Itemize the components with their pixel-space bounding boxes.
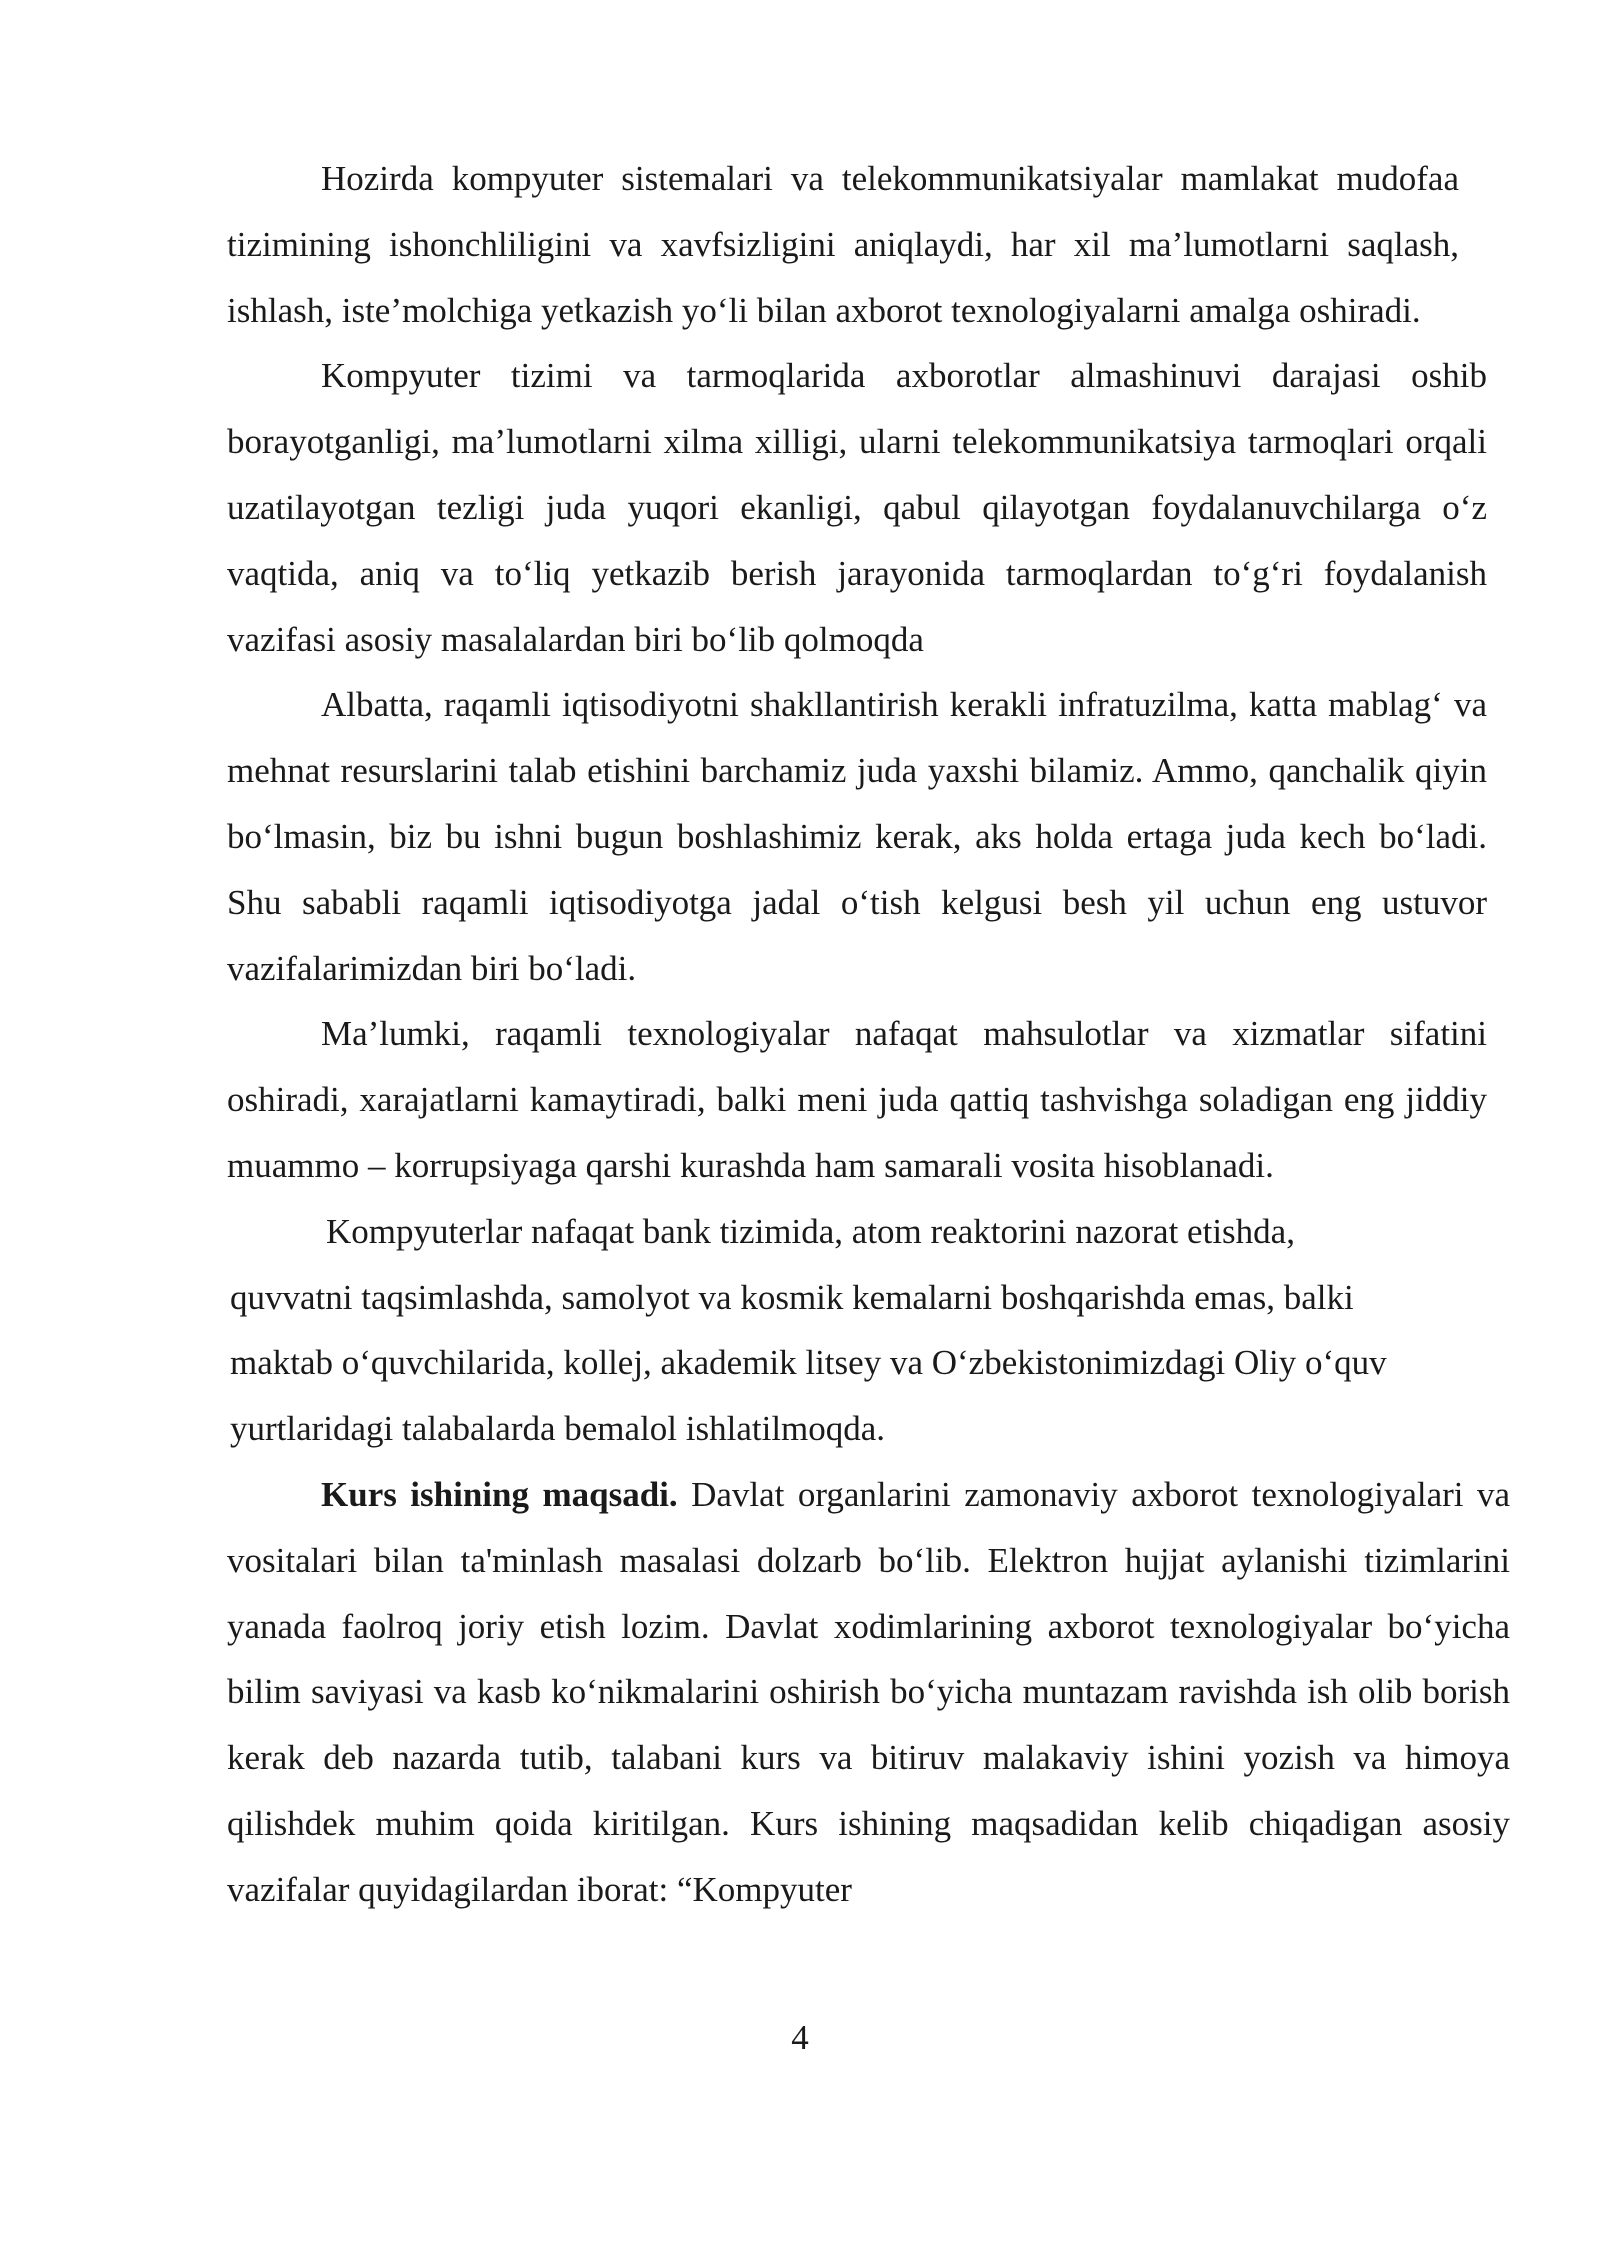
paragraph-6 (227, 1462, 1510, 1923)
paragraph-3: Albatta, raqamli iqtisodiyotni shakllantirish kerakli infratuzilma, katta mablag‘ va mehnat resurslarini talab etishini barchamiz juda yaxshi bilamiz. Ammo, qanchalik qiyin bo‘lmasin, biz bu ishni bugun boshlashimiz kerak, aks holda ertaga juda kech bo‘ladi. Shu sababli raqamli iqtisodiyotga jadal o‘tish kelgusi besh yil uchun eng ustuvor vazifalarimizdan biri bo‘ladi. (227, 685, 1487, 988)
paragraph-5: Kompyuterlar nafaqat bank tizimida, atom reaktorini nazorat etishda, quvvatni taqsimlashda, samolyot va kosmik kemalarni boshqarishda emas, balki maktab o‘quvchilarida, kollej, akademik litsey va O‘zbekistonimizdagi Oliy o‘quv yurtlaridagi talabalarda bemalol ishlatilmoqda. (230, 1211, 1387, 1449)
paragraph-2: Kompyuter tizimi va tarmoqlarida axborotlar almashinuvi darajasi oshib borayotganligi, ma’lumotlarni xilma xilligi, ularni telekommunikatsiya tarmoqlari orqali uzatilayotgan tezligi juda yuqori ekanligi, qabul qilayotgan foydalanuvchilarga o‘z vaqtida, aniq va to‘liq yetkazib berish jarayonida tarmoqlardan to‘g‘ri foydalanish vazifasi asosiy masalalardan biri bo‘lib qolmoqda (227, 356, 1487, 659)
section-heading-inline: Kurs ishining maqsadi. (321, 1474, 678, 1514)
page-number: 4 (791, 2018, 809, 2057)
document-body (227, 146, 1510, 1923)
paragraph-6-text: Davlat organlarini zamonaviy axborot texnologiyalari va vositalari bilan ta'minlash masalasi dolzarb bo‘lib. Elektron hujjat aylanishi tizimlarini yanada faolroq joriy etish lozim. Davlat xodimlarining axborot texnologiyalar bo‘yicha bilim saviyasi va kasb ko‘nikmalarini oshirish bo‘yicha muntazam ravishda ish olib borish kerak deb nazarda tutib, talabani kurs va bitiruv malakaviy ishini yozish va himoya qilishdek muhim qoida kiritilgan. Kurs ishining maqsadidan kelib chiqadigan asosiy vazifalar quyidagilardan iborat: “Kompyuter (227, 1474, 1510, 1909)
paragraph-4: Ma’lumki, raqamli texnologiyalar nafaqat mahsulotlar va xizmatlar sifatini oshiradi, xarajatlarni kamaytiradi, balki meni juda qattiq tashvishga soladigan eng jiddiy muammo – korrupsiyaga qarshi kurashda ham samarali vosita hisoblanadi. (227, 1014, 1487, 1185)
paragraph-1: Hozirda kompyuter sistemalari va telekommunikatsiyalar mamlakat mudofaa tizimining ishonchliligini va xavfsizligini aniqlaydi, har xil ma’lumotlarni saqlash, ishlash, iste’molchiga yetkazish yo‘li bilan axborot texnologiyalarni amalga oshiradi. (227, 159, 1459, 330)
